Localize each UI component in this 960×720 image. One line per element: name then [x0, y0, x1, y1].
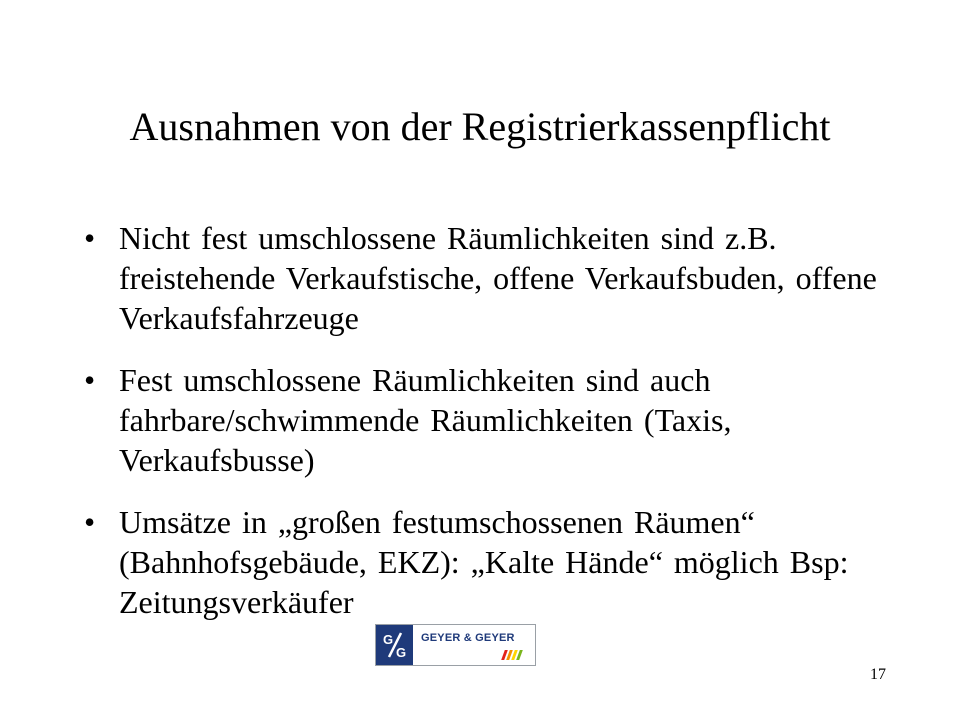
logo-text: GEYER & GEYER [421, 632, 515, 644]
svg-text:G: G [395, 645, 406, 660]
slide-title: Ausnahmen von der Registrierkassenpflicht [129, 104, 831, 149]
logo-wordmark [413, 625, 535, 665]
logo-mark-icon [376, 625, 413, 665]
bullet-list [84, 218, 884, 644]
bullet-text: Umsätze in „großen festumschossenen Räumen“ (Bahnhofsgebäude, EKZ): „Kalte Hände“ möglich Bsp: Zeitungsverkäufer [119, 504, 849, 620]
logo-mark-glyph [380, 630, 410, 660]
page-number: 17 [870, 666, 886, 683]
bullet-item [84, 218, 884, 338]
svg-text:G: G [382, 632, 393, 647]
bullet-marker: • [84, 362, 96, 398]
bullet-text: Nicht fest umschlossene Räumlichkeiten sind z.B. freistehende Verkaufstische, offene Verkaufsbuden, offene Verkaufsfahrzeuge [119, 220, 877, 336]
company-logo [375, 624, 536, 666]
bullet-item [84, 360, 884, 480]
logo-stripes [503, 650, 521, 660]
bullet-item [84, 502, 884, 622]
bullet-marker: • [84, 220, 96, 256]
bullet-marker: • [84, 504, 96, 540]
bullet-text: Fest umschlossene Räumlichkeiten sind auch fahrbare/schwimmende Räumlichkeiten (Taxis, Verkaufsbusse) [119, 362, 732, 478]
